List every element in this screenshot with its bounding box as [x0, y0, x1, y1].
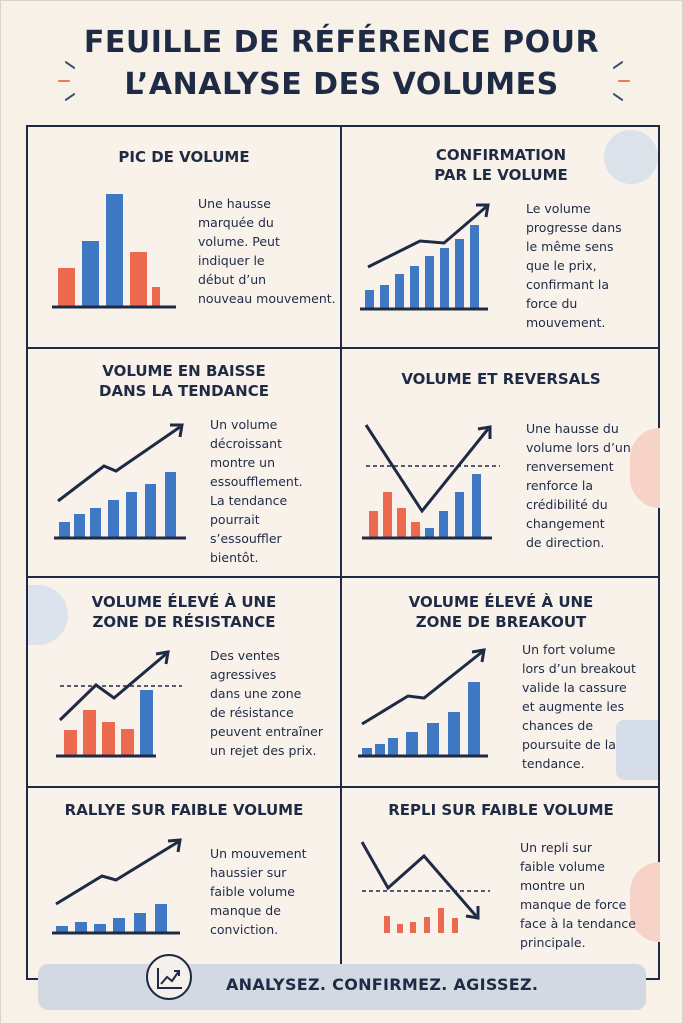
card-low-volume-pullback — [342, 788, 660, 978]
title-line-1: FEUILLE DE RÉFÉRENCE POUR — [83, 25, 600, 60]
card-chart — [54, 421, 194, 541]
card-description: Un repli sur faible volume montre un manque de force face à la tendance principale. — [520, 840, 636, 950]
card-description: Le volume progresse dans le même sens que le prix, confirmant la force du mouvement. — [526, 201, 622, 330]
chart-icon — [146, 954, 192, 1000]
card-title: CONFIRMATION PAR LE VOLUME — [434, 146, 568, 184]
card-chart — [362, 421, 502, 541]
card-title: VOLUME ÉLEVÉ À UNE ZONE DE RÉSISTANCE — [91, 593, 277, 631]
card-description: Des ventes agressives dans une zone de résistance peuvent entraîner un rejet des prix. — [210, 648, 323, 758]
card-volume-reversals — [342, 349, 660, 576]
footer-slogan: ANALYSEZ. CONFIRMEZ. AGISSEZ. — [226, 975, 539, 994]
card-chart — [48, 187, 188, 317]
card-declining-volume — [28, 349, 340, 576]
card-description: Un fort volume lors d’un breakout valide la cassure et augmente les chances de poursuite de la tendance. — [522, 642, 636, 771]
card-volume-spike — [28, 127, 340, 347]
card-chart — [358, 648, 498, 760]
card-description: Une hausse du volume lors d’un renversement renforce la crédibilité du changement de direction. — [526, 421, 631, 550]
card-description: Un volume décroissant montre un essoufflement. La tendance pourrait s’essouffler bientôt. — [210, 417, 303, 565]
card-title: VOLUME ÉLEVÉ À UNE ZONE DE BREAKOUT — [408, 593, 594, 631]
card-resistance-zone — [28, 578, 340, 786]
card-title: PIC DE VOLUME — [118, 148, 250, 166]
card-chart — [358, 838, 498, 938]
card-title: VOLUME EN BAISSE DANS LA TENDANCE — [99, 362, 269, 400]
card-title: REPLI SUR FAIBLE VOLUME — [388, 801, 614, 819]
card-breakout-zone — [342, 578, 660, 786]
card-volume-confirmation — [342, 127, 660, 347]
card-description: Un mouvement haussier sur faible volume manque de conviction. — [210, 846, 307, 937]
card-chart — [360, 197, 510, 319]
title-line-2: L’ANALYSE DES VOLUMES — [124, 67, 559, 102]
card-chart — [56, 648, 196, 758]
card-description: Une hausse marquée du volume. Peut indiquer le début d’un nouveau mouvement. — [198, 196, 336, 306]
card-low-volume-rally — [28, 788, 340, 978]
card-title: RALLYE SUR FAIBLE VOLUME — [64, 801, 304, 819]
card-chart — [52, 838, 192, 938]
page-title — [0, 22, 683, 106]
card-title: VOLUME ET REVERSALS — [401, 370, 601, 388]
